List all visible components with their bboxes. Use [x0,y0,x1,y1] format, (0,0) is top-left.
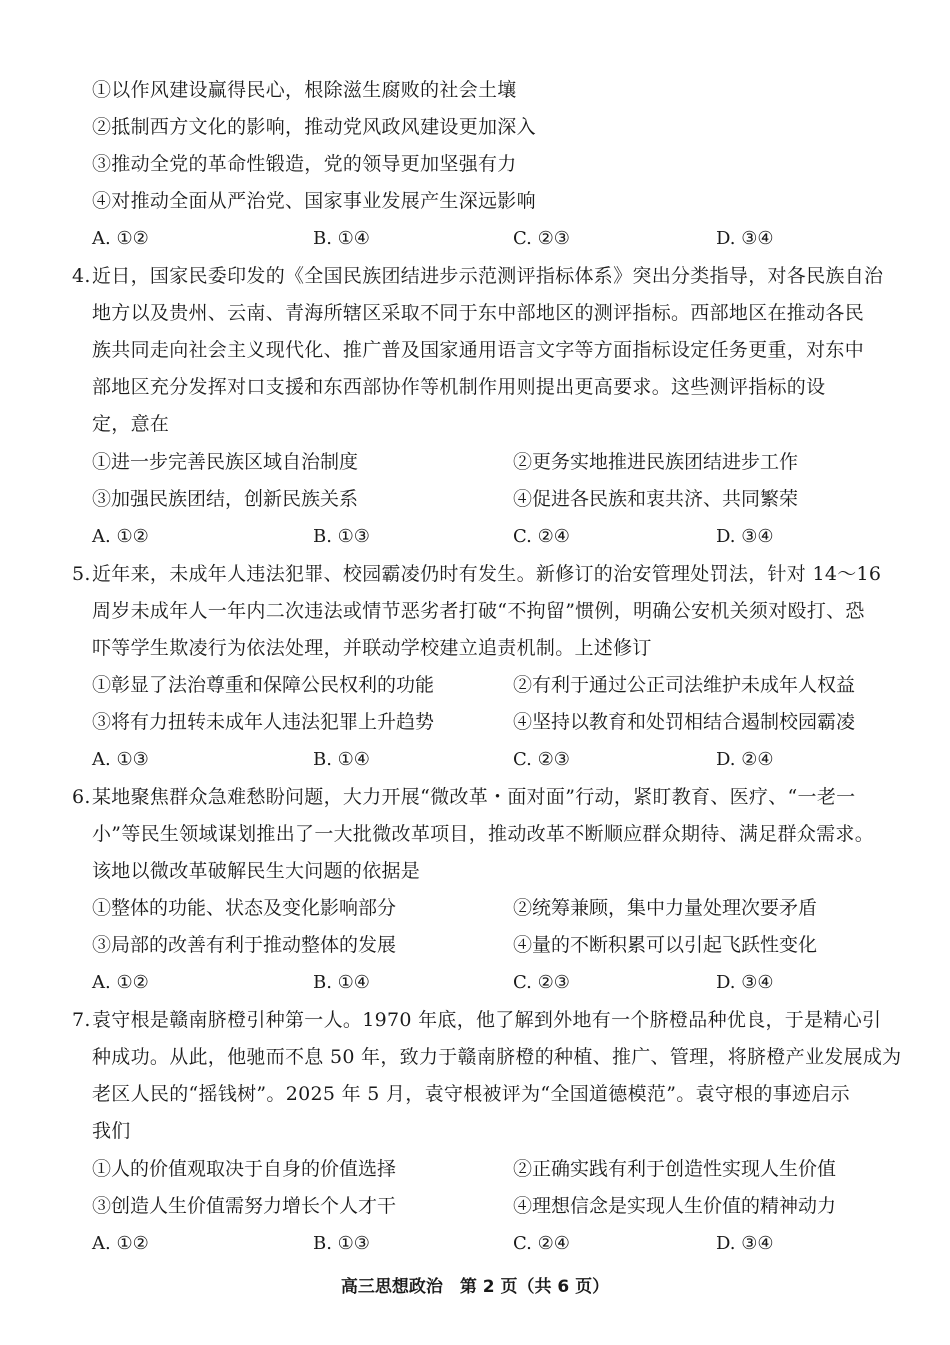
q4-stem-line-1 [72,264,883,288]
q4-answer-c: C. ②④ [513,526,570,547]
q5-option-2: ②有利于通过公正司法维护未成年人权益 [513,674,856,696]
q4-stem-line-5: 定，意在 [92,413,170,435]
page-footer: 高三思想政治 第 2 页（共 6 页） [340,1277,610,1297]
q6-option-1: ①整体的功能、状态及变化影响部分 [92,897,397,919]
q4-stem-line-3: 族共同走向社会主义现代化、推广普及国家通用语言文字等方面指标设定任务更重，对东中 [92,339,865,361]
q4-answer-d: D. ③④ [716,526,774,547]
q4-option-2: ②更务实地推进民族团结进步工作 [513,451,799,473]
q3-answer-d: D. ③④ [716,228,774,249]
q6-stem-line-3: 该地以微改革破解民生大问题的依据是 [92,860,421,882]
q7-answer-a: A. ①② [92,1233,149,1254]
q7-option-1: ①人的价值观取决于自身的价值选择 [92,1158,397,1180]
q7-number: 7. [72,1009,91,1031]
q5-stem-text-1: 近年来，未成年人违法犯罪、校园霸凌仍时有发生。新修订的治安管理处罚法，针对 14～16 [92,563,882,585]
q6-number: 6. [72,786,91,808]
q4-answer-a: A. ①② [92,526,149,547]
q4-stem-line-2: 地方以及贵州、云南、青海所辖区采取不同于东中部地区的测评指标。西部地区在推动各民 [92,302,865,324]
q6-stem-line-2: 小”等民生领域谋划推出了一大批微改革项目，推动改革不断顺应群众期待、满足群众需求。 [92,823,875,845]
q7-stem-line-2: 种成功。从此，他驰而不息 50 年，致力于赣南脐橙的种植、推广、管理，将脐橙产业发展成为 [92,1046,902,1068]
q7-stem-text-1: 袁守根是赣南脐橙引种第一人。1970 年底，他了解到外地有一个脐橙品种优良，于是精心引 [92,1009,882,1031]
q6-answer-d: D. ③④ [716,972,774,993]
q5-number: 5. [72,563,91,585]
q6-option-3: ③局部的改善有利于推动整体的发展 [92,934,397,956]
q7-answer-c: C. ②④ [513,1233,570,1254]
q3-option-1: ①以作风建设赢得民心，根除滋生腐败的社会土壤 [92,79,517,101]
q7-option-2: ②正确实践有利于创造性实现人生价值 [513,1158,837,1180]
q7-option-4: ④理想信念是实现人生价值的精神动力 [513,1195,837,1217]
q6-answer-b: B. ①④ [313,972,370,993]
q5-answer-a: A. ①③ [92,749,149,770]
q6-stem-text-1: 某地聚焦群众急难愁盼问题，大力开展“微改革・面对面”行动，紧盯教育、医疗、“一老一 [92,786,856,808]
q5-option-1: ①彰显了法治尊重和保障公民权利的功能 [92,674,435,696]
q3-answer-a: A. ①② [92,228,149,249]
q5-stem-line-2: 周岁未成年人一年内二次违法或情节恶劣者打破“不拘留”惯例，明确公安机关须对殴打、恐 [92,600,865,622]
q6-option-4: ④量的不断积累可以引起飞跃性变化 [513,934,818,956]
q5-answer-b: B. ①④ [313,749,370,770]
q7-answer-b: B. ①③ [313,1233,370,1254]
q4-stem-line-4: 部地区充分发挥对口支援和东西部协作等机制作用则提出更高要求。这些测评指标的设 [92,376,826,398]
q5-answer-c: C. ②③ [513,749,570,770]
q5-stem-line-3: 吓等学生欺凌行为依法处理，并联动学校建立追责机制。上述修订 [92,637,652,659]
q3-option-4: ④对推动全面从严治党、国家事业发展产生深远影响 [92,190,536,212]
q4-number: 4. [72,265,91,287]
q6-stem-line-1 [72,785,855,809]
q4-option-1: ①进一步完善民族区域自治制度 [92,451,359,473]
q5-option-3: ③将有力扭转未成年人违法犯罪上升趋势 [92,711,435,733]
q6-answer-a: A. ①② [92,972,149,993]
q7-option-3: ③创造人生价值需努力增长个人才干 [92,1195,397,1217]
q6-option-2: ②统筹兼顾，集中力量处理次要矛盾 [513,897,818,919]
q5-option-4: ④坚持以教育和处罚相结合遏制校园霸凌 [513,711,856,733]
q7-stem-line-4: 我们 [92,1120,131,1142]
q3-option-2: ②抵制西方文化的影响，推动党风政风建设更加深入 [92,116,536,138]
q6-answer-c: C. ②③ [513,972,570,993]
q3-answer-b: B. ①④ [313,228,370,249]
q7-answer-d: D. ③④ [716,1233,774,1254]
q3-answer-c: C. ②③ [513,228,570,249]
q5-stem-line-1 [72,562,881,586]
q4-answer-b: B. ①③ [313,526,370,547]
q4-stem-text-1: 近日，国家民委印发的《全国民族团结进步示范测评指标体系》突出分类指导，对各民族自治 [92,265,884,287]
q3-option-3: ③推动全党的革命性锻造，党的领导更加坚强有力 [92,153,517,175]
q4-option-3: ③加强民族团结，创新民族关系 [92,488,359,510]
q5-answer-d: D. ②④ [716,749,774,770]
q7-stem-line-1 [72,1008,881,1032]
q7-stem-line-3: 老区人民的“摇钱树”。2025 年 5 月，袁守根被评为“全国道德模范”。袁守根的事迹启示 [92,1083,850,1105]
q4-option-4: ④促进各民族和衷共济、共同繁荣 [513,488,799,510]
